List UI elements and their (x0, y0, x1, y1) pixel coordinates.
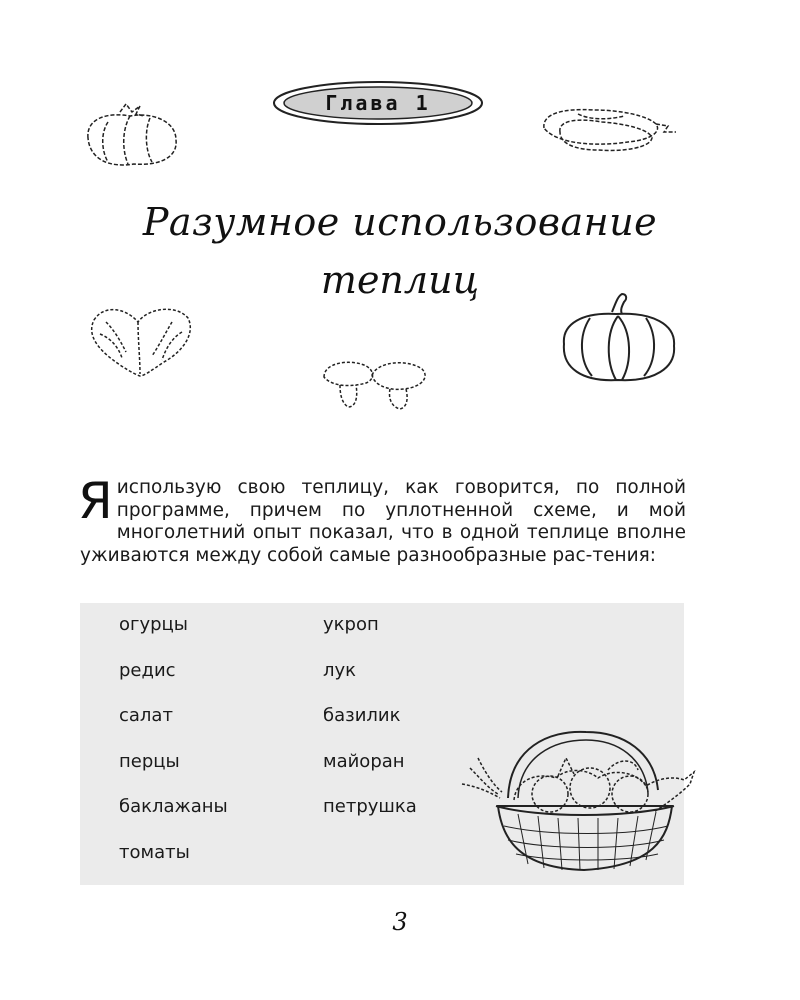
plant-item: баклажаны (119, 796, 228, 817)
tomato-icon (78, 100, 184, 170)
plant-item: огурцы (119, 614, 189, 635)
plant-item: перцы (119, 750, 180, 772)
plant-item: томаты (119, 841, 190, 863)
plant-item: базилик (323, 705, 401, 726)
plant-list-column-1 (119, 611, 228, 884)
plant-list-column-2 (323, 611, 417, 839)
plant-item: лук (323, 659, 357, 681)
page-number: 3 (392, 908, 408, 936)
intro-dropcap: Я (78, 472, 113, 530)
mushroom-icon (318, 355, 432, 413)
plant-item: укроп (323, 614, 379, 635)
plant-item: салат (119, 705, 173, 726)
plant-item: редис (119, 659, 176, 681)
chapter-title-line-2: теплиц (320, 258, 480, 302)
chapter-badge (272, 80, 484, 128)
pumpkin-icon (556, 292, 680, 384)
intro-text: использую свою теплицу, как говорится, по полной программе, причем по уплотненной схеме, и мой многолетний опыт показал, что в одной теплице вполне уживаются между собой самые разнообразные рас-тения: (80, 477, 686, 566)
chapter-label: Глава 1 (325, 91, 431, 115)
intro-paragraph (78, 472, 686, 567)
chapter-title-line-1: Разумное использование (142, 200, 658, 244)
plant-item: петрушка (323, 796, 417, 817)
plant-item: майоран (323, 750, 405, 772)
zucchini-icon (538, 102, 680, 158)
lettuce-icon (86, 300, 196, 380)
vegetable-basket-icon (458, 728, 700, 878)
